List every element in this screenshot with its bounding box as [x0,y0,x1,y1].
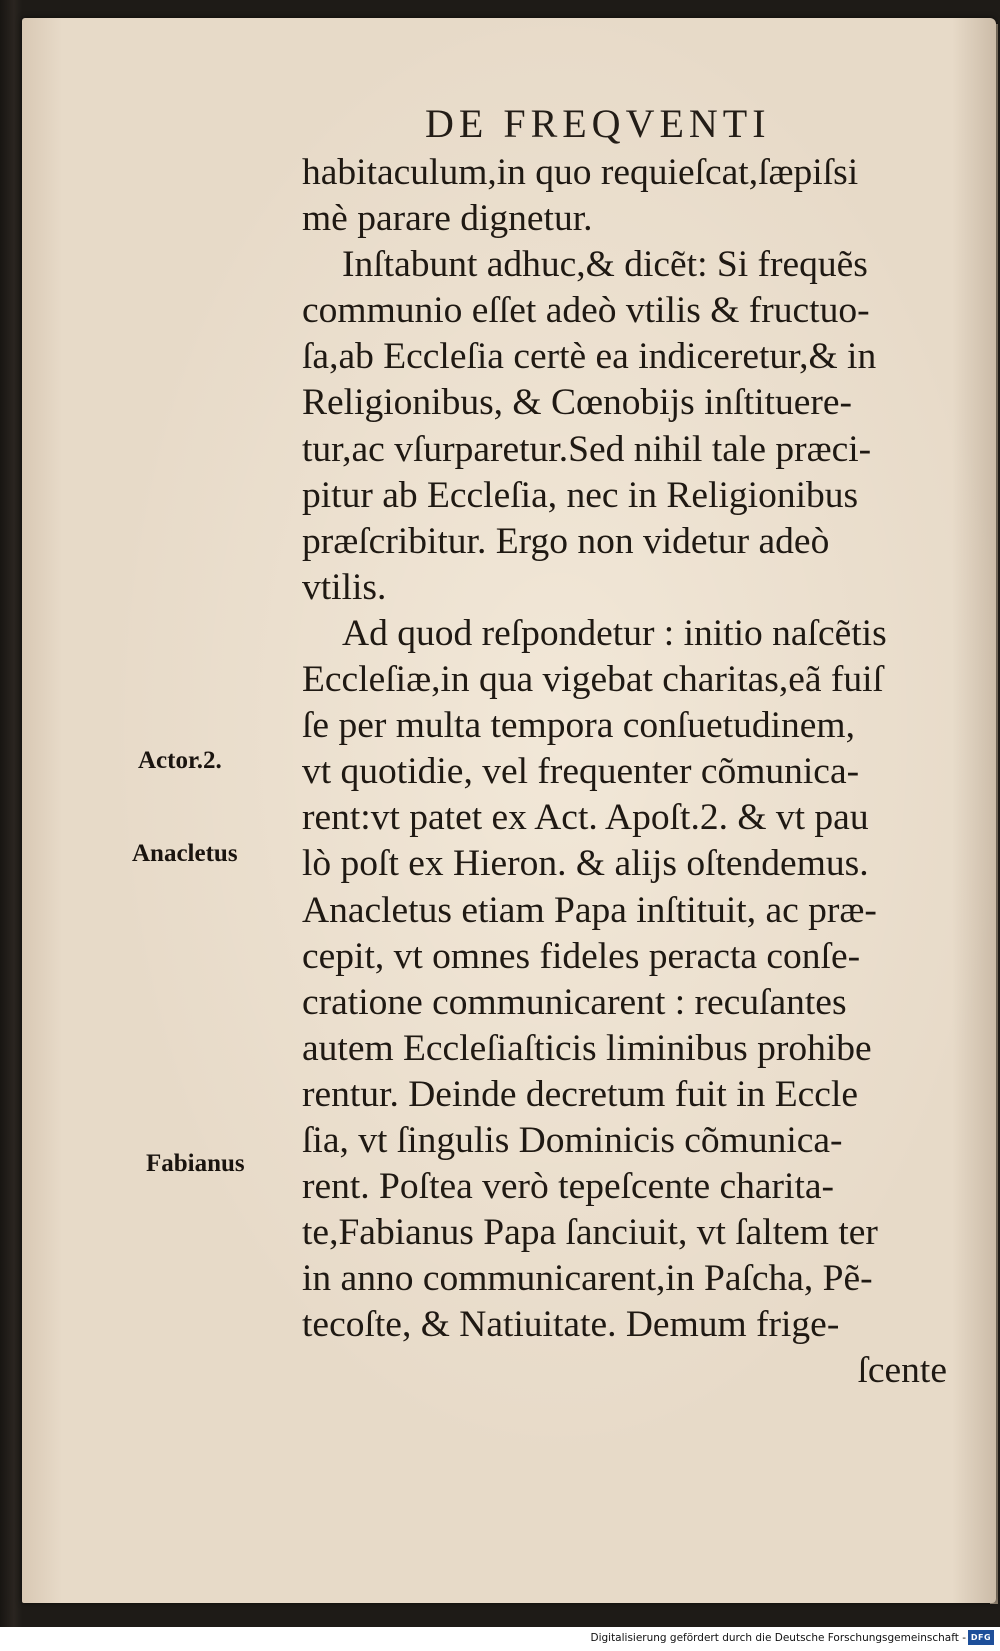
text-line: vtilis. [302,566,387,608]
text-line: Eccleſiæ,in qua vigebat charitas,eã fuiſ [302,659,884,701]
text-line: ſe per multa tempora conſuetudinem, [302,705,855,747]
text-line: cepit, vt omnes fideles peracta conſe- [302,935,861,977]
text-line: autem Eccleſiaſticis liminibus prohibe [302,1027,872,1069]
marginal-note-anacletus: Anacletus [132,840,238,867]
marginal-note-fabianus: Fabianus [146,1150,245,1177]
running-head: DE FREQVENTI [425,101,771,146]
text-line: præſcribitur. Ergo non videtur adeò [302,520,830,562]
text-line: Religionibus, & Cœnobijs inſtituere- [302,382,852,424]
body-text [302,150,962,1395]
text-line: tur,ac vſurparetur.Sed nihil tale præci- [302,428,872,470]
text-line: communio eſſet adeò vtilis & fructuo- [302,290,870,332]
marginal-note-actor: Actor.2. [138,747,222,774]
text-line: lò poſt ex Hieron. & alijs oſtendemus. [302,843,869,885]
digitization-credit: Digitalisierung gefördert durch die Deutsche Forschungsgemeinschaft - [590,1632,966,1644]
text-line: te,Fabianus Papa ſanciuit, vt ſaltem ter [302,1212,878,1254]
text-line: cratione communicarent : recuſantes [302,981,847,1023]
text-line: in anno communicarent,in Paſcha, Pẽ- [302,1258,873,1300]
text-line: vt quotidie, vel frequenter cõmunica- [302,751,860,793]
text-line: ſa,ab Eccleſia certè ea indiceretur,& in [302,336,877,378]
text-line: mè parare dignetur. [302,198,593,240]
text-line: tecoſte, & Natiuitate. Demum frige- [302,1304,840,1346]
text-line: Anacletus etiam Papa inſtituit, ac præ- [302,889,877,931]
text-line: Inſtabunt adhuc,& dicẽt: Si frequẽs [342,244,868,286]
text-line: habitaculum,in quo requieſcat,ſæpiſsi [302,152,859,193]
catchword: ſcente [857,1350,947,1392]
dfg-logo: DFG [968,1630,994,1645]
text-line: rent:vt patet ex Act. Apoſt.2. & vt pau [302,797,869,839]
text-line: pitur ab Eccleſia, nec in Religionibus [302,474,859,516]
text-line: Ad quod reſpondetur : initio naſcẽtis [342,612,887,654]
text-line: ſia, vt ſingulis Dominicis cõmunica- [302,1119,843,1161]
text-line: rentur. Deinde decretum fuit in Eccle [302,1073,859,1115]
text-line: rent. Poſtea verò tepeſcente charita- [302,1166,835,1208]
